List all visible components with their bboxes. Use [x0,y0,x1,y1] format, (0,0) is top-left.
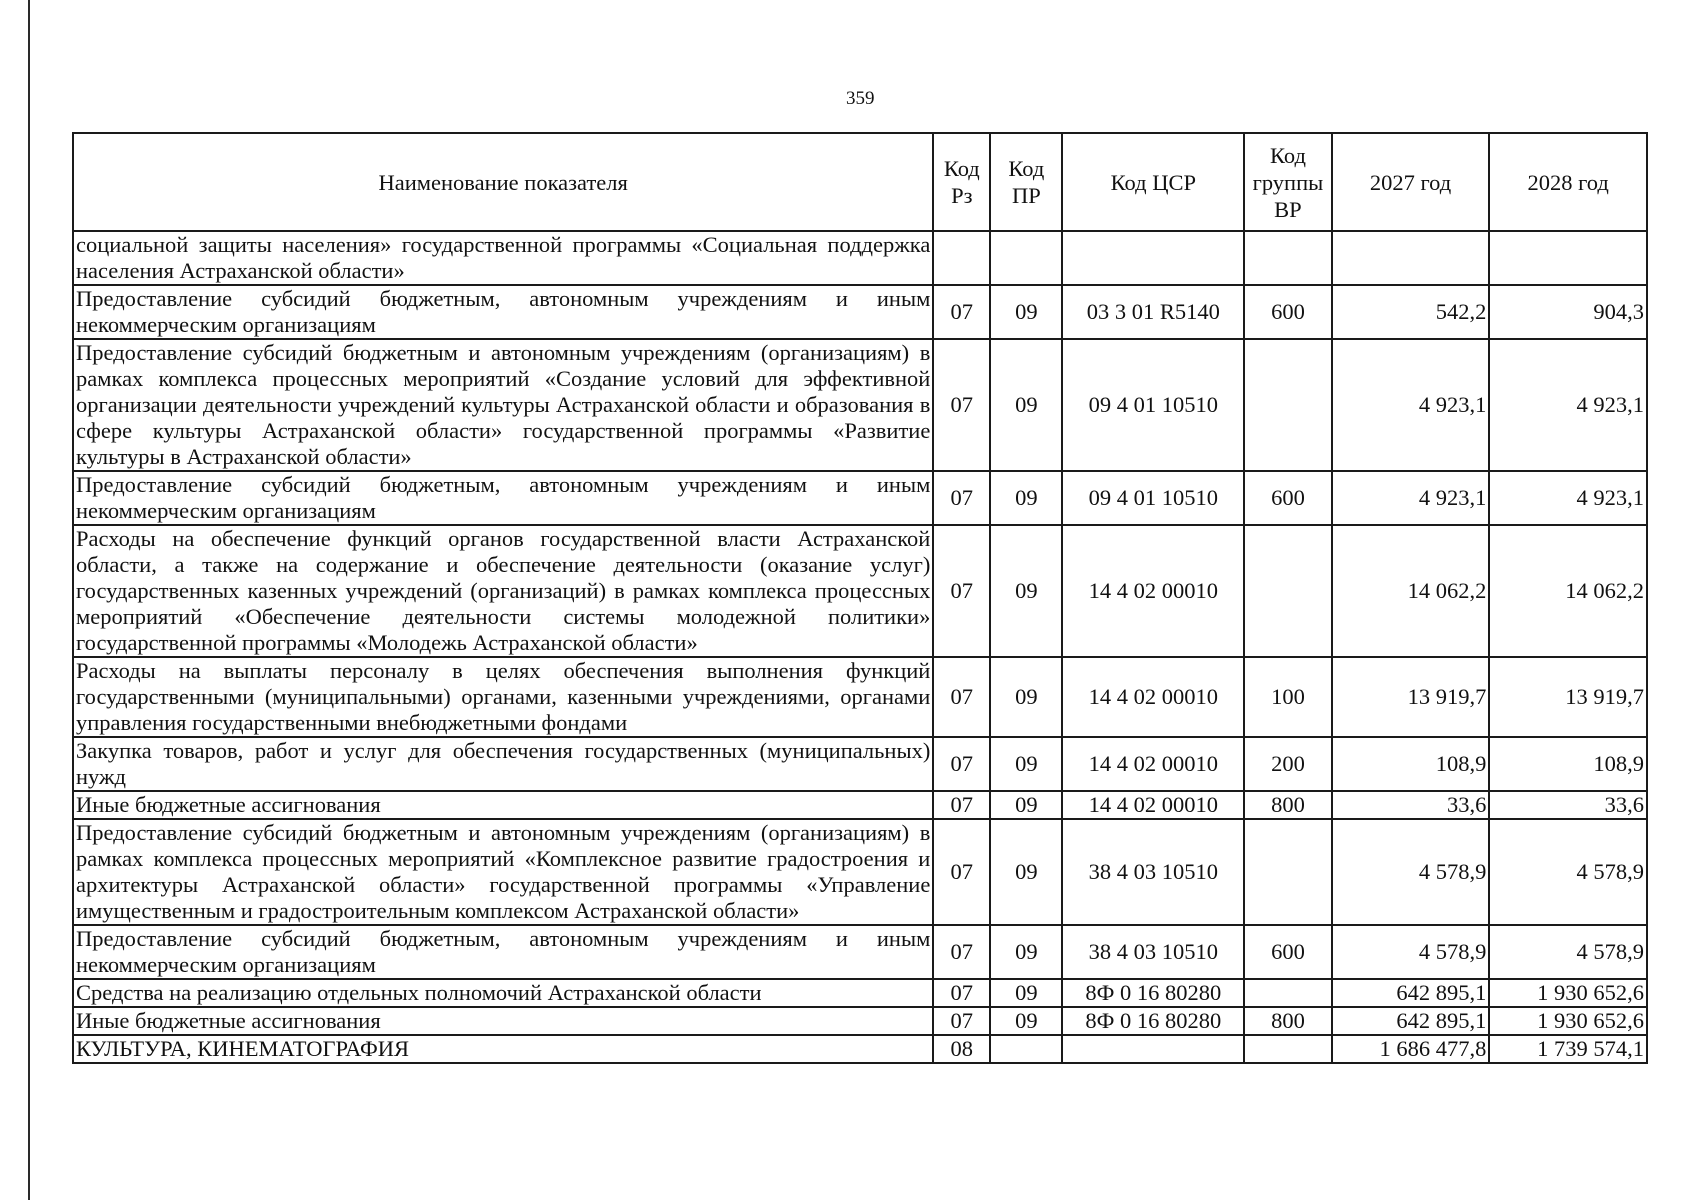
row-csr: 38 4 03 10510 [1062,925,1244,979]
row-2027 [1332,231,1490,285]
row-pr [990,231,1062,285]
row-name: социальной защиты населения» государственной программы «Социальная поддержка населения Астраханской области» [73,231,933,285]
row-2027: 4 578,9 [1332,819,1490,925]
row-csr: 38 4 03 10510 [1062,819,1244,925]
row-vr: 600 [1244,925,1332,979]
row-csr: 09 4 01 10510 [1062,471,1244,525]
row-csr [1062,1035,1244,1063]
row-vr: 600 [1244,285,1332,339]
row-pr: 09 [990,471,1062,525]
row-name: КУЛЬТУРА, КИНЕМАТОГРАФИЯ [73,1035,933,1063]
row-vr: 800 [1244,1007,1332,1035]
row-vr [1244,979,1332,1007]
row-rz: 07 [933,471,990,525]
row-csr: 14 4 02 00010 [1062,525,1244,657]
header-2027: 2027 год [1332,133,1490,231]
row-name: Расходы на выплаты персоналу в целях обеспечения выполнения функций государственными (муниципальными) органами, казенными учреждениями, органами управления государственными внебюджетными фондами [73,657,933,737]
table-row [73,1007,1647,1035]
row-pr: 09 [990,979,1062,1007]
row-pr: 09 [990,791,1062,819]
table-header-row [73,133,1647,231]
header-vr: Код группы ВР [1244,133,1332,231]
row-2027: 4 923,1 [1332,471,1490,525]
row-rz: 07 [933,1007,990,1035]
row-vr [1244,231,1332,285]
table-row [73,819,1647,925]
row-rz: 07 [933,657,990,737]
row-name: Иные бюджетные ассигнования [73,1007,933,1035]
row-2027: 642 895,1 [1332,1007,1490,1035]
row-2027: 14 062,2 [1332,525,1490,657]
row-2028: 4 578,9 [1489,819,1647,925]
row-2027: 542,2 [1332,285,1490,339]
header-name: Наименование показателя [73,133,933,231]
row-2027: 1 686 477,8 [1332,1035,1490,1063]
table-row [73,657,1647,737]
header-rz: Код Рз [933,133,990,231]
row-csr: 14 4 02 00010 [1062,657,1244,737]
row-vr [1244,525,1332,657]
row-pr: 09 [990,657,1062,737]
row-2027: 13 919,7 [1332,657,1490,737]
row-name: Предоставление субсидий бюджетным, автономным учреждениям и иным некоммерческим организациям [73,471,933,525]
table-row [73,979,1647,1007]
table-row [73,1035,1647,1063]
row-rz: 07 [933,791,990,819]
row-2028: 14 062,2 [1489,525,1647,657]
row-2027: 33,6 [1332,791,1490,819]
row-2027: 108,9 [1332,737,1490,791]
row-2027: 4 578,9 [1332,925,1490,979]
row-rz: 07 [933,819,990,925]
row-csr: 03 3 01 R5140 [1062,285,1244,339]
row-pr: 09 [990,1007,1062,1035]
row-rz: 07 [933,339,990,471]
row-2028: 33,6 [1489,791,1647,819]
row-vr: 100 [1244,657,1332,737]
row-2028: 904,3 [1489,285,1647,339]
row-2028: 1 930 652,6 [1489,979,1647,1007]
row-pr: 09 [990,339,1062,471]
row-vr: 800 [1244,791,1332,819]
row-pr [990,1035,1062,1063]
row-vr: 200 [1244,737,1332,791]
row-pr: 09 [990,925,1062,979]
row-2028: 4 923,1 [1489,471,1647,525]
row-rz: 07 [933,285,990,339]
row-pr: 09 [990,819,1062,925]
row-vr: 600 [1244,471,1332,525]
row-csr: 09 4 01 10510 [1062,339,1244,471]
table-row [73,339,1647,471]
row-name: Предоставление субсидий бюджетным и автономным учреждениям (организациям) в рамках комплекса процессных мероприятий «Комплексное развитие градостроения и архитектуры Астраханской области» государственной программы «Управление имущественным и градостроительным комплексом Астраханской области» [73,819,933,925]
row-pr: 09 [990,737,1062,791]
row-name: Иные бюджетные ассигнования [73,791,933,819]
row-2028: 1 739 574,1 [1489,1035,1647,1063]
row-rz: 07 [933,525,990,657]
row-name: Средства на реализацию отдельных полномочий Астраханской области [73,979,933,1007]
table-row [73,471,1647,525]
table-row [73,737,1647,791]
row-name: Предоставление субсидий бюджетным и автономным учреждениям (организациям) в рамках комплекса процессных мероприятий «Создание условий для эффективной организации деятельности учреждений культуры Астраханской области и образования в сфере культуры Астраханской области» государственной программы «Развитие культуры в Астраханской области» [73,339,933,471]
page-margin-rule [28,0,30,1200]
row-rz: 07 [933,979,990,1007]
row-2027: 642 895,1 [1332,979,1490,1007]
row-2028: 13 919,7 [1489,657,1647,737]
header-2028: 2028 год [1489,133,1647,231]
row-2028 [1489,231,1647,285]
row-2027: 4 923,1 [1332,339,1490,471]
page-number: 359 [846,88,875,109]
table-row [73,791,1647,819]
row-pr: 09 [990,525,1062,657]
row-csr: 14 4 02 00010 [1062,791,1244,819]
row-csr: 8Ф 0 16 80280 [1062,979,1244,1007]
row-2028: 1 930 652,6 [1489,1007,1647,1035]
table-row [73,525,1647,657]
row-name: Закупка товаров, работ и услуг для обеспечения государственных (муниципальных) нужд [73,737,933,791]
row-name: Предоставление субсидий бюджетным, автономным учреждениям и иным некоммерческим организациям [73,285,933,339]
row-rz: 08 [933,1035,990,1063]
row-2028: 108,9 [1489,737,1647,791]
row-csr: 8Ф 0 16 80280 [1062,1007,1244,1035]
table-row [73,925,1647,979]
table-row [73,285,1647,339]
row-2028: 4 923,1 [1489,339,1647,471]
table-row [73,231,1647,285]
row-vr [1244,819,1332,925]
header-pr: Код ПР [990,133,1062,231]
row-rz: 07 [933,737,990,791]
row-2028: 4 578,9 [1489,925,1647,979]
row-vr [1244,339,1332,471]
row-csr [1062,231,1244,285]
row-rz: 07 [933,925,990,979]
row-name: Расходы на обеспечение функций органов государственной власти Астраханской области, а также на содержание и обеспечение деятельности (оказание услуг) государственных казенных учреждений (организаций) в рамках комплекса процессных мероприятий «Обеспечение деятельности системы молодежной политики» государственной программы «Молодежь Астраханской области» [73,525,933,657]
header-csr: Код ЦСР [1062,133,1244,231]
budget-table [72,132,1648,1064]
row-vr [1244,1035,1332,1063]
row-name: Предоставление субсидий бюджетным, автономным учреждениям и иным некоммерческим организациям [73,925,933,979]
row-rz [933,231,990,285]
row-csr: 14 4 02 00010 [1062,737,1244,791]
row-pr: 09 [990,285,1062,339]
